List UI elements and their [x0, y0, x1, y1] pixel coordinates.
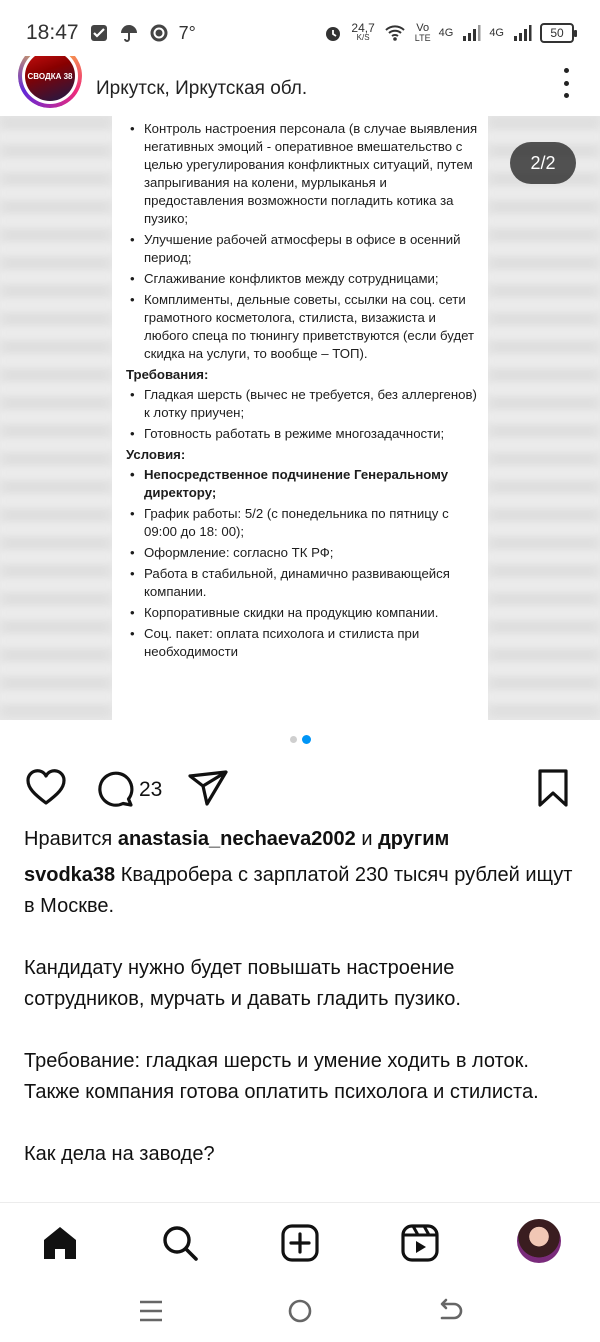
- share-paper-plane-icon[interactable]: [186, 766, 230, 810]
- conditions-list: [126, 466, 478, 661]
- blurred-background-left: [0, 116, 112, 720]
- network-speed: 24,7 K/S: [351, 21, 375, 42]
- post-image[interactable]: [0, 116, 600, 720]
- post-caption: [24, 860, 580, 1201]
- list-item: • Комплименты, дельные советы, ссылки на соц. сети грамотного косметолога, стилиста, визажиста и любого спеца по тюнингу приветствуются (если будет скидка на услуги, то вообще – ТОП).: [126, 291, 478, 363]
- list-item: • Оформление: согласно ТК РФ;: [126, 544, 478, 562]
- search-icon: [160, 1223, 200, 1263]
- like-heart-icon[interactable]: [24, 766, 68, 810]
- duties-list: [126, 120, 478, 363]
- signal-icon-1: [461, 23, 481, 43]
- list-item: • Соц. пакет: оплата психолога и стилиста при необходимости: [126, 625, 478, 661]
- comment-bubble-icon[interactable]: [94, 766, 138, 810]
- alarm-icon: [323, 23, 343, 43]
- post-header: [0, 56, 600, 116]
- wifi-icon: [383, 23, 407, 43]
- blurred-background-right: [488, 116, 600, 720]
- list-item: • Готовность работать в режиме многозадачности;: [126, 425, 478, 443]
- list-item: • Работа в стабильной, динамично развивающейся компании.: [126, 565, 478, 601]
- checkbox-notification-icon: [89, 23, 109, 43]
- bottom-navigation: [0, 1202, 600, 1280]
- nav-create-button[interactable]: [278, 1221, 322, 1265]
- back-arrow-icon[interactable]: [436, 1296, 464, 1326]
- reels-icon: [400, 1223, 440, 1263]
- caption-paragraph-2: Кандидату нужно будет повышать настроение сотрудников, мурчать и давать гладить пузико.: [24, 957, 461, 1010]
- carousel-dots: [0, 736, 600, 744]
- list-item: • Контроль настроения персонала (в случае выявления негативных эмоций - оперативное вмешательство с целью урегулирования конфликтных ситуаций, путем запрыгивания на колени, мурлыканья и предоставления возможности погладить котика за пузико;: [126, 120, 478, 228]
- avatar-logo-text: СВОДКА 38: [25, 56, 75, 101]
- carousel-dot: [290, 736, 297, 743]
- save-bookmark-icon[interactable]: [536, 768, 570, 808]
- requirements-list: [126, 386, 478, 443]
- job-posting-document: [112, 116, 488, 720]
- caption-line-1: Квадробера с зарплатой 230 тысяч рублей ищут в Москве.: [24, 864, 573, 917]
- volte-indicator: Vo LTE: [414, 22, 431, 43]
- post-location[interactable]: Иркутск, Иркутская обл.: [96, 78, 308, 99]
- likes-summary[interactable]: Нравится anastasia_nechaeva2002 и другим: [24, 828, 450, 850]
- list-item: • Улучшение рабочей атмосферы в офисе в осенний период;: [126, 231, 478, 267]
- list-item: • Гладкая шерсть (вычес не требуется, без аллергенов) к лотку приучен;: [126, 386, 478, 422]
- clock: 18:47: [26, 21, 79, 44]
- nav-profile-avatar[interactable]: [517, 1219, 561, 1263]
- comment-count[interactable]: 23: [139, 778, 163, 801]
- temperature: 7°: [178, 22, 196, 43]
- nav-search-button[interactable]: [158, 1221, 202, 1265]
- battery-icon: 50: [540, 23, 574, 43]
- caption-username[interactable]: svodka38: [24, 864, 116, 886]
- list-item: • Корпоративные скидки на продукцию компании.: [126, 604, 478, 622]
- nav-home-button[interactable]: [38, 1221, 82, 1265]
- post-actions: [0, 766, 600, 816]
- system-navigation-bar: [0, 1280, 600, 1342]
- weather-umbrella-icon: [119, 23, 139, 43]
- list-item: • Непосредственное подчинение Генеральному директору;: [126, 466, 478, 502]
- add-post-icon: [280, 1223, 320, 1263]
- network-type-1: 4G: [438, 27, 454, 39]
- more-options-button[interactable]: [560, 68, 572, 98]
- home-icon: [40, 1223, 80, 1263]
- carousel-page-indicator: 2/2: [510, 142, 576, 184]
- conditions-heading: Условия:: [126, 447, 186, 462]
- home-circle-icon[interactable]: [286, 1296, 314, 1326]
- author-avatar[interactable]: [18, 56, 82, 108]
- recent-apps-menu-icon[interactable]: [138, 1296, 164, 1326]
- list-item: • График работы: 5/2 (с понедельника по пятницу с 09:00 до 18: 00);: [126, 505, 478, 541]
- nav-reels-button[interactable]: [398, 1221, 442, 1265]
- list-item: • Сглаживание конфликтов между сотрудницами;: [126, 270, 478, 288]
- caption-paragraph-3: Требование: гладкая шерсть и умение ходить в лоток. Также компания готова оплатить психолога и стилиста.: [24, 1050, 539, 1103]
- requirements-heading: Требования:: [126, 367, 209, 382]
- signal-icon-2: [512, 23, 532, 43]
- likes-others-link[interactable]: другим: [378, 828, 450, 850]
- app-notification-icon: [149, 23, 169, 43]
- network-type-2: 4G: [489, 27, 504, 39]
- liker-username[interactable]: anastasia_nechaeva2002: [117, 828, 356, 850]
- carousel-dot-active: [302, 735, 311, 744]
- caption-paragraph-4: Как дела на заводе?: [24, 1143, 215, 1165]
